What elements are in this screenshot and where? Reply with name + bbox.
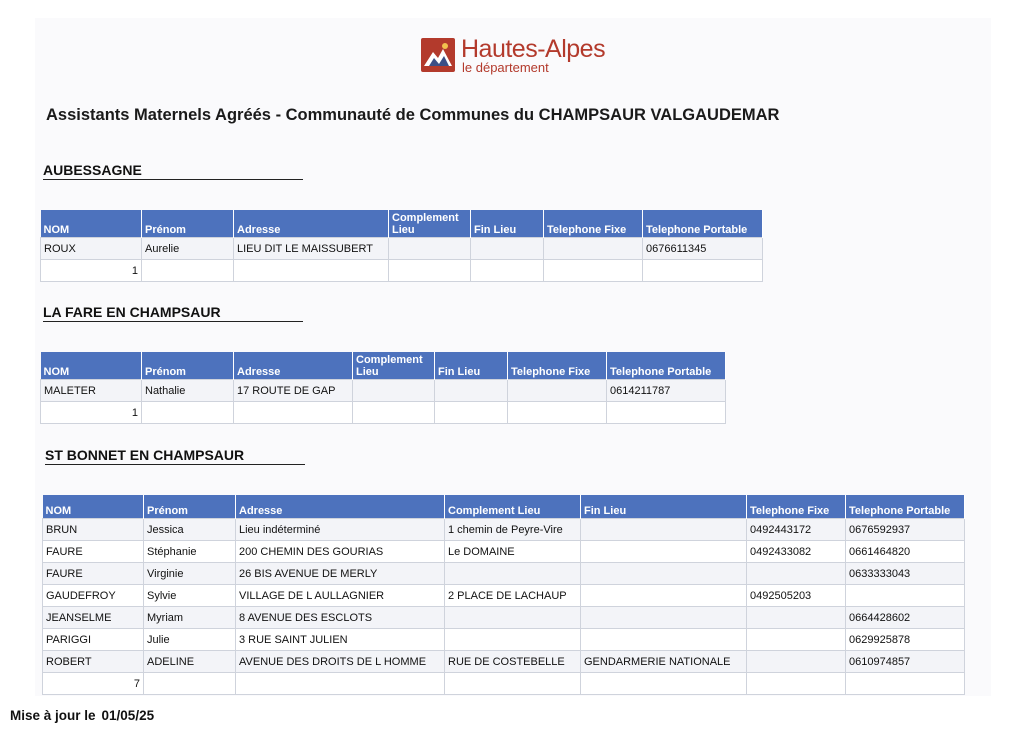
last-updated-label: Mise à jour le — [10, 708, 96, 723]
cell-fin-lieu — [471, 238, 544, 260]
header-adresse: Adresse — [236, 495, 445, 519]
cell-telephone-portable: 0664428602 — [846, 607, 965, 629]
header-prenom: Prénom — [144, 495, 236, 519]
cell-telephone-portable: 0633333043 — [846, 563, 965, 585]
cell-telephone-fixe — [508, 380, 607, 402]
header-adresse: Adresse — [234, 352, 353, 380]
header-adresse: Adresse — [234, 210, 389, 238]
count-row — [41, 260, 763, 282]
cell-telephone-portable: 0629925878 — [846, 629, 965, 651]
cell-telephone-fixe — [747, 563, 846, 585]
header-telephone-fixe: Telephone Fixe — [508, 352, 607, 380]
cell-adresse: VILLAGE DE L AULLAGNIER — [236, 585, 445, 607]
table-row — [43, 519, 965, 541]
cell-fin-lieu — [581, 541, 747, 563]
table-row — [41, 238, 763, 260]
cell-telephone-portable: 0676592937 — [846, 519, 965, 541]
cell-fin-lieu — [435, 380, 508, 402]
cell-telephone-fixe — [747, 607, 846, 629]
cell-fin-lieu — [581, 607, 747, 629]
header-prenom: Prénom — [142, 210, 234, 238]
header-nom: NOM — [43, 495, 144, 519]
cell-telephone-portable — [846, 585, 965, 607]
brand-name: Hautes-Alpes — [461, 35, 606, 63]
cell-fin-lieu — [581, 519, 747, 541]
brand-subtitle: le département — [462, 60, 549, 75]
cell-telephone-portable: 0676611345 — [643, 238, 763, 260]
header-complement-lieu: Complement Lieu — [445, 495, 581, 519]
cell-complement-lieu: 1 chemin de Peyre-Vire — [445, 519, 581, 541]
cell-prenom: Virginie — [144, 563, 236, 585]
header-telephone-fixe: Telephone Fixe — [747, 495, 846, 519]
cell-nom: GAUDEFROY — [43, 585, 144, 607]
header-telephone-portable: Telephone Portable — [607, 352, 726, 380]
header-prenom: Prénom — [142, 352, 234, 380]
header-nom: NOM — [41, 352, 142, 380]
cell-adresse: 8 AVENUE DES ESCLOTS — [236, 607, 445, 629]
last-updated — [10, 708, 154, 723]
table-row — [43, 607, 965, 629]
cell-prenom: Aurelie — [142, 238, 234, 260]
cell-fin-lieu — [581, 629, 747, 651]
cell-adresse: 3 RUE SAINT JULIEN — [236, 629, 445, 651]
cell-adresse: Lieu indéterminé — [236, 519, 445, 541]
table-la-fare — [40, 352, 726, 424]
row-count: 7 — [43, 673, 144, 695]
cell-telephone-fixe — [747, 629, 846, 651]
cell-nom: ROBERT — [43, 651, 144, 673]
document-title: Assistants Maternels Agréés - Communauté de Communes du CHAMPSAUR VALGAUDEMAR — [46, 106, 780, 124]
cell-adresse: 200 CHEMIN DES GOURIAS — [236, 541, 445, 563]
cell-telephone-fixe: 0492505203 — [747, 585, 846, 607]
cell-fin-lieu — [581, 563, 747, 585]
cell-nom: PARIGGI — [43, 629, 144, 651]
cell-prenom: Nathalie — [142, 380, 234, 402]
header-complement-lieu: Complement Lieu — [353, 352, 435, 380]
section-title-aubessagne: AUBESSAGNE — [43, 162, 303, 180]
table-header-row — [41, 352, 726, 380]
cell-telephone-fixe: 0492433082 — [747, 541, 846, 563]
table-row — [43, 629, 965, 651]
header-fin-lieu: Fin Lieu — [471, 210, 544, 238]
table-row — [43, 541, 965, 563]
cell-telephone-fixe: 0492443172 — [747, 519, 846, 541]
cell-adresse: 17 ROUTE DE GAP — [234, 380, 353, 402]
cell-complement-lieu: Le DOMAINE — [445, 541, 581, 563]
section-title-la-fare: LA FARE EN CHAMPSAUR — [43, 304, 303, 322]
cell-telephone-portable: 0614211787 — [607, 380, 726, 402]
header-telephone-portable: Telephone Portable — [846, 495, 965, 519]
cell-complement-lieu — [445, 607, 581, 629]
header-telephone-fixe: Telephone Fixe — [544, 210, 643, 238]
cell-nom: BRUN — [43, 519, 144, 541]
table-row — [43, 585, 965, 607]
cell-complement-lieu: RUE DE COSTEBELLE — [445, 651, 581, 673]
cell-complement-lieu — [445, 629, 581, 651]
section-title-st-bonnet: ST BONNET EN CHAMPSAUR — [45, 447, 305, 465]
cell-nom: FAURE — [43, 563, 144, 585]
cell-telephone-fixe — [544, 238, 643, 260]
cell-nom: JEANSELME — [43, 607, 144, 629]
hautes-alpes-logo — [421, 35, 621, 75]
cell-telephone-portable: 0661464820 — [846, 541, 965, 563]
cell-nom: FAURE — [43, 541, 144, 563]
mountain-logo-icon — [421, 38, 455, 72]
cell-nom: ROUX — [41, 238, 142, 260]
table-row — [41, 380, 726, 402]
table-st-bonnet — [42, 495, 965, 695]
cell-adresse: 26 BIS AVENUE DE MERLY — [236, 563, 445, 585]
count-row — [43, 673, 965, 695]
last-updated-date: 01/05/25 — [101, 708, 155, 723]
table-row — [43, 563, 965, 585]
table-aubessagne — [40, 210, 763, 282]
table-row — [43, 651, 965, 673]
cell-fin-lieu: GENDARMERIE NATIONALE — [581, 651, 747, 673]
cell-fin-lieu — [581, 585, 747, 607]
cell-complement-lieu — [389, 238, 471, 260]
row-count: 1 — [41, 402, 142, 424]
table-header-row — [41, 210, 763, 238]
cell-complement-lieu — [353, 380, 435, 402]
header-fin-lieu: Fin Lieu — [581, 495, 747, 519]
cell-complement-lieu — [445, 563, 581, 585]
cell-prenom: Myriam — [144, 607, 236, 629]
cell-adresse: AVENUE DES DROITS DE L HOMME — [236, 651, 445, 673]
cell-adresse: LIEU DIT LE MAISSUBERT — [234, 238, 389, 260]
cell-nom: MALETER — [41, 380, 142, 402]
table-header-row — [43, 495, 965, 519]
cell-telephone-portable: 0610974857 — [846, 651, 965, 673]
cell-prenom: Stéphanie — [144, 541, 236, 563]
cell-prenom: Julie — [144, 629, 236, 651]
header-telephone-portable: Telephone Portable — [643, 210, 763, 238]
header-complement-lieu: Complement Lieu — [389, 210, 471, 238]
cell-telephone-fixe — [747, 651, 846, 673]
header-nom: NOM — [41, 210, 142, 238]
cell-prenom: ADELINE — [144, 651, 236, 673]
header-fin-lieu: Fin Lieu — [435, 352, 508, 380]
cell-prenom: Sylvie — [144, 585, 236, 607]
cell-complement-lieu: 2 PLACE DE LACHAUP — [445, 585, 581, 607]
cell-prenom: Jessica — [144, 519, 236, 541]
row-count: 1 — [41, 260, 142, 282]
count-row — [41, 402, 726, 424]
